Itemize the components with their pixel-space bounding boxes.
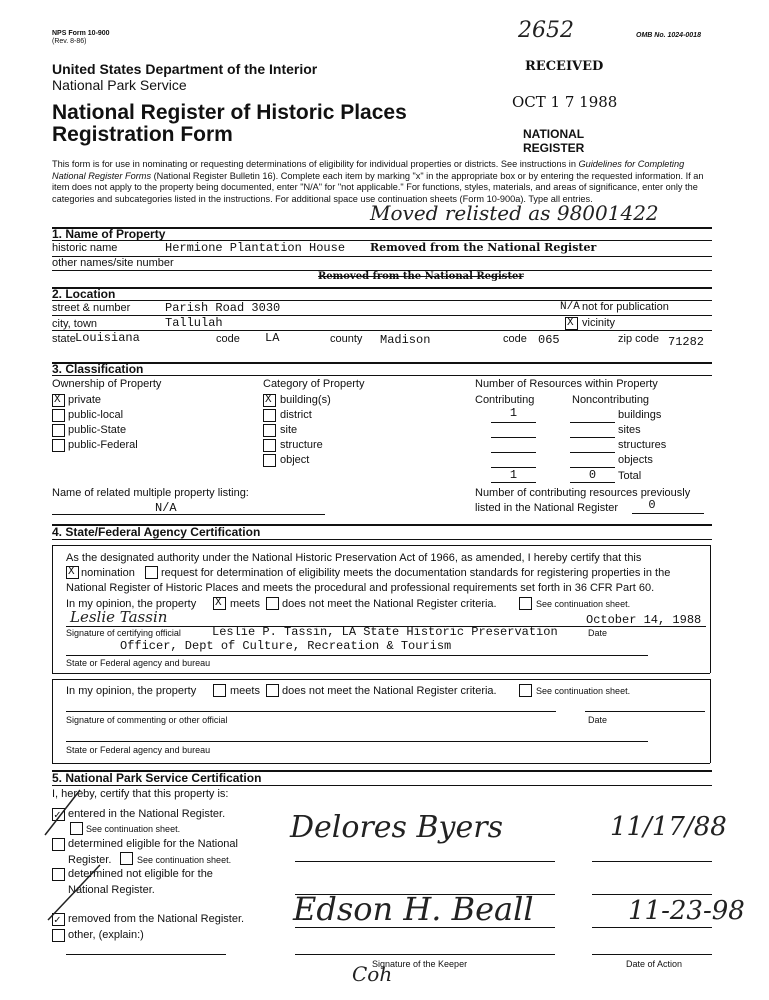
continuation-label: See continuation sheet. xyxy=(536,599,631,609)
not-meet2-label: does not meet the National Register criteria. xyxy=(282,685,497,697)
omb-number: OMB No. 1024-0018 xyxy=(636,32,701,39)
keeper-signature-1: Delores Byers xyxy=(290,810,503,845)
category-object-label: object xyxy=(280,454,310,466)
historic-name-value: Hermione Plantation House xyxy=(165,241,346,255)
zip-label: zip code xyxy=(618,333,659,345)
entered-checkbox[interactable]: ✓ xyxy=(52,808,65,821)
ownership-public-local-label: public-local xyxy=(68,409,124,421)
entered-label: entered in the National Register. xyxy=(68,808,226,820)
county-code-value: 065 xyxy=(538,333,560,347)
section4-heading: 4. State/Federal Agency Certification xyxy=(52,525,261,539)
noncontributing-heading: Noncontributing xyxy=(572,394,650,406)
eligible-label: determined eligible for the National xyxy=(68,838,238,850)
opinion2-label: In my opinion, the property xyxy=(66,685,197,697)
prev-listed-label1: Number of contributing resources previously xyxy=(475,487,691,499)
related-listing-value: N/A xyxy=(155,501,177,515)
historic-name-label: historic name xyxy=(52,242,118,254)
vicinity-checkbox[interactable]: X xyxy=(565,317,578,330)
state-value: Louisiana xyxy=(75,331,140,345)
cert-line3: National Register of Historic Places and meets the procedural and professional requirements set forth in 36 CFR Part 60. xyxy=(66,582,655,594)
section5-heading: 5. National Park Service Certification xyxy=(52,771,262,785)
not-for-publication-mark: N/A xyxy=(560,301,580,313)
department-title: United States Department of the Interior xyxy=(52,61,318,77)
service-title: National Park Service xyxy=(52,77,187,93)
resource-structures-label: structures xyxy=(618,439,667,451)
nomination-label: nomination xyxy=(81,567,135,579)
street-value: Parish Road 3030 xyxy=(165,301,281,315)
contributing-total: 1 xyxy=(509,468,518,482)
date2-label: Date xyxy=(588,715,608,725)
resource-buildings-label: buildings xyxy=(618,409,662,421)
register-stamp: REGISTER xyxy=(523,141,585,155)
ownership-public-federal-label: public-Federal xyxy=(68,439,138,451)
handwritten-initials: Coh xyxy=(352,962,393,986)
state-code-value: LA xyxy=(265,331,280,345)
removed-stamp: Removed from the National Register xyxy=(370,241,597,254)
street-label: street & number xyxy=(52,302,131,314)
prev-listed-value: 0 xyxy=(648,498,656,512)
contributing-heading: Contributing xyxy=(475,394,535,406)
county-label: county xyxy=(330,333,363,345)
zip-value: 71282 xyxy=(668,335,705,349)
ownership-public-state-label: public-State xyxy=(68,424,127,436)
form-revision: (Rev. 8-86) xyxy=(52,38,87,45)
city-label: city, town xyxy=(52,318,98,330)
contributing-buildings: 1 xyxy=(509,406,518,420)
agency2-label: State or Federal agency and bureau xyxy=(66,745,211,755)
not-eligible-label2: National Register. xyxy=(68,884,155,896)
resources-heading: Number of Resources within Property xyxy=(475,378,658,390)
intro-instructions: This form is for use in nominating or requesting determinations of eligibility for individual properties or districts. See instructions in Guidelines for Completing National Register Forms (National Register Bulletin 16). Complete each item by marking "x" in the appropriate box or by entering the requested information. If an item does not apply to the property being documented, enter "N/A" for "not applicable." For functions, styles, materials, and areas of significance, enter only the categories and subcategories listed in the instructions. For additional space use continuation sheets (Form 10-900a). Type all entries. xyxy=(52,159,704,204)
meets2-label: meets xyxy=(230,685,260,697)
national-stamp: NATIONAL xyxy=(523,127,585,141)
section1-heading: 1. Name of Property xyxy=(52,227,166,241)
removed-stamp-struck: Removed from the National Register xyxy=(318,271,524,282)
ownership-heading: Ownership of Property xyxy=(52,378,162,390)
other-names-label: other names/site number xyxy=(52,257,174,269)
continuation2-label: See continuation sheet. xyxy=(536,686,631,696)
cert-date-value: October 14, 1988 xyxy=(586,613,702,627)
state-label: state xyxy=(52,333,76,345)
prev-listed-label2: listed in the National Register xyxy=(475,502,619,514)
nps-certify-label: I, hereby, certify that this property is: xyxy=(52,788,229,800)
nomination-checkbox[interactable]: X xyxy=(66,566,79,579)
resource-objects-label: objects xyxy=(618,454,653,466)
category-building-checkbox[interactable]: X xyxy=(263,394,276,407)
not-eligible-label: determined not eligible for the xyxy=(68,868,213,880)
category-heading: Category of Property xyxy=(263,378,365,390)
removed-checkbox[interactable]: ✓ xyxy=(52,913,65,926)
resource-total-label: Total xyxy=(618,470,642,482)
eligible-continuation-label: See continuation sheet. xyxy=(137,855,232,865)
ownership-private-checkbox[interactable]: X xyxy=(52,394,65,407)
category-district-label: district xyxy=(280,409,312,421)
form-title-line1: National Register of Historic Places xyxy=(52,101,407,124)
state-code-label: code xyxy=(216,333,240,345)
received-stamp: RECEIVED xyxy=(525,59,604,74)
other-label: other, (explain:) xyxy=(68,929,144,941)
handwritten-number: 2652 xyxy=(518,18,574,43)
agency-label: State or Federal agency and bureau xyxy=(66,658,211,668)
signature-label: Signature of certifying official xyxy=(66,628,181,638)
category-site-label: site xyxy=(280,424,298,436)
meets-label: meets xyxy=(230,598,260,610)
not-meet-label: does not meet the National Register criteria. xyxy=(282,598,497,610)
action-date-1: 11/17/88 xyxy=(610,812,727,842)
opinion-label: In my opinion, the property xyxy=(66,598,197,610)
removed-label: removed from the National Register. xyxy=(68,913,245,925)
resource-sites-label: sites xyxy=(618,424,641,436)
form-title-line2: Registration Form xyxy=(52,123,233,146)
keeper-label: Signature of the Keeper xyxy=(372,959,468,969)
section2-heading: 2. Location xyxy=(52,287,116,301)
official-name-line1: Leslie P. Tassin, LA State Historic Preservation xyxy=(212,625,558,639)
commenting-label: Signature of commenting or other official xyxy=(66,715,228,725)
vicinity-label: vicinity xyxy=(582,317,616,329)
action-date-label: Date of Action xyxy=(626,959,683,969)
official-name-line2: Officer, Dept of Culture, Recreation & Tourism xyxy=(120,639,452,653)
certifying-signature: Leslie Tassin xyxy=(70,608,168,626)
county-value: Madison xyxy=(380,333,431,347)
handwritten-relisted-note: Moved relisted as 98001422 xyxy=(370,201,659,225)
form-number: NPS Form 10-900 xyxy=(52,30,110,37)
cert-line1: As the designated authority under the National Historic Preservation Act of 1966, as amended, I hereby certify that this xyxy=(66,552,642,564)
received-date-stamp: OCT 1 7 1988 xyxy=(512,93,618,111)
section3-heading: 3. Classification xyxy=(52,362,144,376)
eligible-label2: Register. xyxy=(68,854,112,866)
county-code-label: code xyxy=(503,333,527,345)
action-date-2: 11-23-98 xyxy=(628,896,745,926)
related-listing-label: Name of related multiple property listing: xyxy=(52,487,249,499)
category-building-label: building(s) xyxy=(280,394,331,406)
cert-line2: request for determination of eligibility meets the documentation standards for registering properties in the xyxy=(161,567,671,579)
cert-date-label: Date xyxy=(588,628,608,638)
noncontributing-total: 0 xyxy=(588,468,597,482)
not-for-publication-label: not for publication xyxy=(582,301,669,313)
ownership-private-label: private xyxy=(68,394,102,406)
entered-continuation-label: See continuation sheet. xyxy=(86,824,181,834)
city-value: Tallulah xyxy=(165,316,223,330)
meets-checkbox[interactable]: X xyxy=(213,597,226,610)
keeper-signature-2: Edson H. Beall xyxy=(293,890,534,928)
category-structure-label: structure xyxy=(280,439,323,451)
